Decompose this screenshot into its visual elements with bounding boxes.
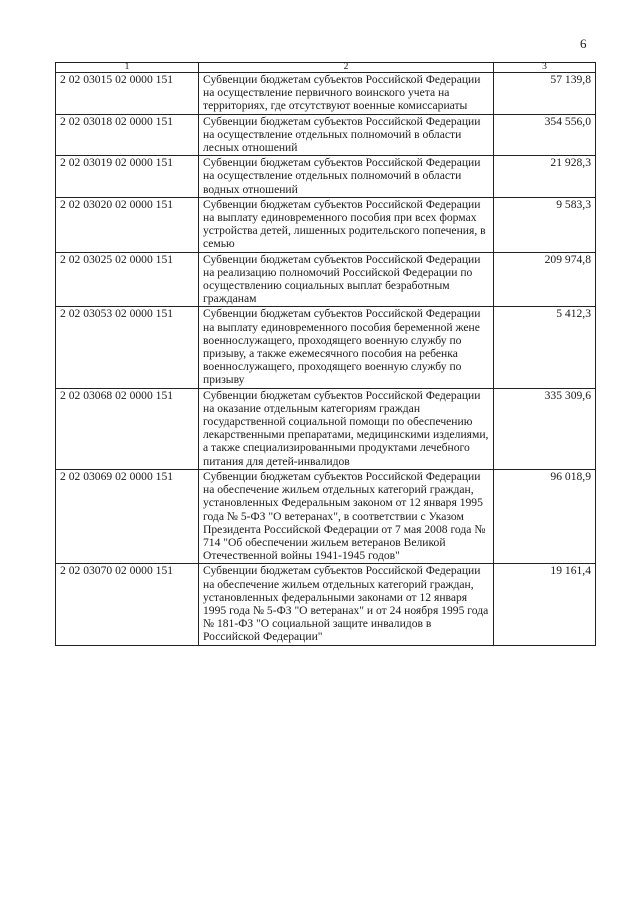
page-number: 6	[580, 36, 587, 51]
column-header-2: 2	[199, 63, 494, 73]
table-row	[56, 197, 596, 252]
row-amount: 21 928,3	[494, 156, 596, 198]
budget-code: 2 02 03019 02 0000 151	[56, 156, 199, 198]
budget-code: 2 02 03015 02 0000 151	[56, 73, 199, 115]
row-amount: 57 139,8	[494, 73, 596, 115]
row-amount: 335 309,6	[494, 388, 596, 469]
row-description: Субвенции бюджетам субъектов Российской Федерации на оказание отдельным категориям граждан государственной социальной помощи по обеспечению лекарственными препаратами, медицинскими изделиями, а также специализированными продуктами лечебного питания для детей-инвалидов	[199, 388, 494, 469]
budget-code: 2 02 03068 02 0000 151	[56, 388, 199, 469]
row-description: Субвенции бюджетам субъектов Российской Федерации на обеспечение жильем отдельных категорий граждан, установленных федеральными законами от 12 января 1995 года № 5-ФЗ "О ветеранах" и от 24 ноября 1995 года № 181-ФЗ "О социальной защите инвалидов в Российской Федерации"	[199, 564, 494, 645]
budget-code: 2 02 03070 02 0000 151	[56, 564, 199, 645]
budget-code: 2 02 03018 02 0000 151	[56, 114, 199, 156]
table-header-row	[56, 63, 596, 73]
table-row	[56, 252, 596, 307]
table-row	[56, 564, 596, 645]
row-amount: 5 412,3	[494, 307, 596, 388]
column-header-3: 3	[494, 63, 596, 73]
row-description: Субвенции бюджетам субъектов Российской Федерации на выплату единовременного пособия беременной жене военнослужащего, проходящего военную службу по призыву, а также ежемесячного пособия на ребенка военнослужащего, проходящего военную службу по призыву	[199, 307, 494, 388]
budget-code: 2 02 03053 02 0000 151	[56, 307, 199, 388]
table-row	[56, 73, 596, 115]
table-row	[56, 469, 596, 563]
budget-code: 2 02 03025 02 0000 151	[56, 252, 199, 307]
table-row	[56, 307, 596, 388]
column-header-1: 1	[56, 63, 199, 73]
budget-table	[55, 62, 596, 646]
table-row	[56, 388, 596, 469]
budget-code: 2 02 03069 02 0000 151	[56, 469, 199, 563]
row-amount: 96 018,9	[494, 469, 596, 563]
row-description: Субвенции бюджетам субъектов Российской Федерации на реализацию полномочий Российской Федерации по осуществлению социальных выплат безработным гражданам	[199, 252, 494, 307]
budget-code: 2 02 03020 02 0000 151	[56, 197, 199, 252]
table-row	[56, 156, 596, 198]
row-description: Субвенции бюджетам субъектов Российской Федерации на обеспечение жильем отдельных категорий граждан, установленных Федеральным законом от 12 января 1995 года № 5-ФЗ "О ветеранах", в соответствии с Указом Президента Российской Федерации от 7 мая 2008 года № 714 "Об обеспечении жильем ветеранов Великой Отечественной войны 1941-1945 годов"	[199, 469, 494, 563]
row-description: Субвенции бюджетам субъектов Российской Федерации на выплату единовременного пособия при всех формах устройства детей, лишенных родительского попечения, в семью	[199, 197, 494, 252]
row-description: Субвенции бюджетам субъектов Российской Федерации на осуществление отдельных полномочий в области водных отношений	[199, 156, 494, 198]
row-amount: 209 974,8	[494, 252, 596, 307]
row-description: Субвенции бюджетам субъектов Российской Федерации на осуществление отдельных полномочий в области лесных отношений	[199, 114, 494, 156]
row-description: Субвенции бюджетам субъектов Российской Федерации на осуществление первичного воинского учета на территориях, где отсутствуют военные комиссариаты	[199, 73, 494, 115]
row-amount: 354 556,0	[494, 114, 596, 156]
table-row	[56, 114, 596, 156]
row-amount: 19 161,4	[494, 564, 596, 645]
row-amount: 9 583,3	[494, 197, 596, 252]
